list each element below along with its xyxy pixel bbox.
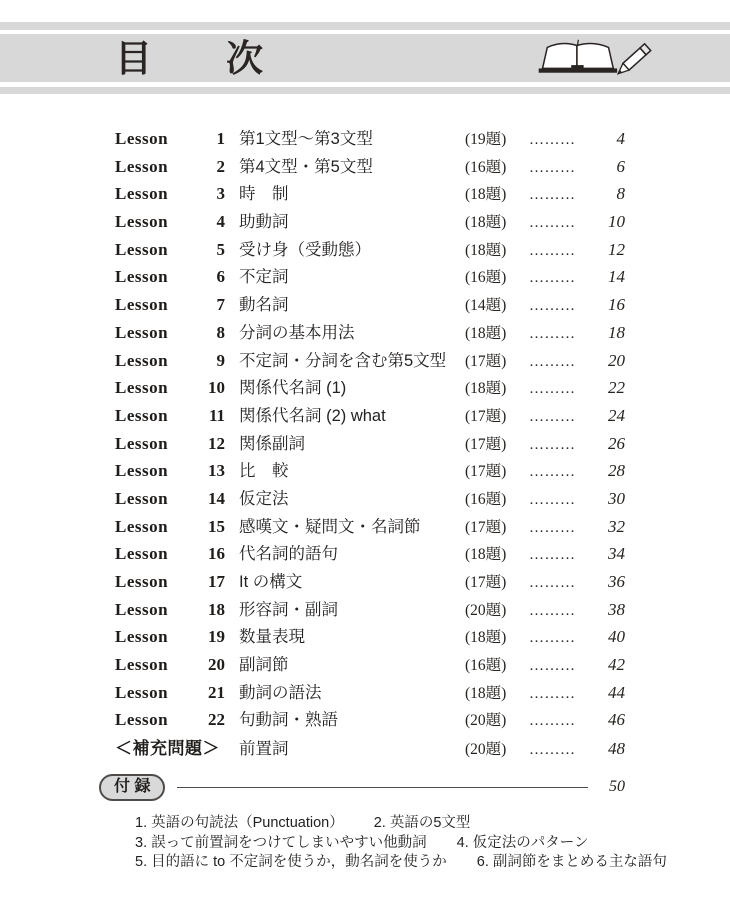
page-number: 16 xyxy=(608,295,625,315)
question-count: (20題) xyxy=(465,741,507,759)
dot-leader: ……… xyxy=(529,742,576,759)
toc-row xyxy=(115,651,625,679)
toc-row xyxy=(115,374,625,402)
lesson-label-group xyxy=(115,655,225,675)
page-number: 4 xyxy=(616,129,625,148)
toc-row xyxy=(115,513,625,541)
lesson-title: 受け身（受動態） xyxy=(239,240,371,259)
lesson-number: 8 xyxy=(216,322,225,342)
lesson-label: Lesson xyxy=(115,239,169,259)
question-count: (17題) xyxy=(465,352,507,370)
toc-row xyxy=(115,125,625,153)
toc-row xyxy=(115,263,625,291)
toc-row xyxy=(115,568,625,596)
dot-leader: ……… xyxy=(529,159,576,176)
lesson-label: Lesson xyxy=(115,627,169,647)
lesson-label: Lesson xyxy=(115,405,169,425)
lesson-number: 10 xyxy=(208,378,225,398)
question-count: (17題) xyxy=(465,435,507,453)
lesson-title: 不定詞・分詞を含む第5文型 xyxy=(239,351,447,370)
toc-row xyxy=(115,706,625,734)
toc-row xyxy=(115,319,625,347)
question-count: (17題) xyxy=(465,518,507,536)
lesson-title: 動名詞 xyxy=(239,296,289,315)
lesson-title: 関係代名詞 (2) what xyxy=(239,406,386,425)
dot-leader: ……… xyxy=(529,575,576,591)
lesson-label-group xyxy=(115,129,225,149)
lesson-label: Lesson xyxy=(115,267,169,287)
lesson-label-group xyxy=(115,572,225,592)
lesson-label-group xyxy=(115,157,225,177)
lesson-number: 18 xyxy=(208,599,225,619)
question-count: (16題) xyxy=(465,158,507,176)
dot-leader: ……… xyxy=(529,491,576,508)
lesson-number: 21 xyxy=(208,682,225,702)
toc-row xyxy=(115,347,625,375)
dot-leader: ……… xyxy=(529,685,576,702)
question-count: (18題) xyxy=(465,684,507,702)
dot-leader: ……… xyxy=(529,353,576,370)
dot-leader: ……… xyxy=(529,408,576,425)
appendix-item: 6. 副詞節をまとめる主な語句 xyxy=(476,854,667,870)
lesson-title: 形容詞・副詞 xyxy=(239,600,338,619)
lesson-title: 副詞節 xyxy=(239,656,289,675)
lesson-label: Lesson xyxy=(115,682,169,702)
lesson-label: Lesson xyxy=(115,184,169,204)
lesson-label-group xyxy=(115,461,225,481)
lesson-number: 16 xyxy=(208,544,225,564)
appendix-line xyxy=(135,811,730,831)
toc-row xyxy=(115,291,625,319)
lesson-title: 第1文型〜第3文型 xyxy=(239,130,373,148)
toc-row xyxy=(115,153,625,181)
lesson-title: 代名詞的語句 xyxy=(239,545,338,564)
dot-leader: ……… xyxy=(529,298,576,315)
lesson-label: Lesson xyxy=(115,350,169,370)
question-count: (20題) xyxy=(465,601,507,619)
appendix-item: 1. 英語の句読法（Punctuation） xyxy=(135,815,344,831)
lesson-label: Lesson xyxy=(115,544,169,564)
appendix-item: 5. 目的語に to 不定詞を使うか，動名詞を使うか xyxy=(135,854,447,870)
dot-leader: ……… xyxy=(529,464,576,481)
page-number: 42 xyxy=(608,655,625,675)
toc-row xyxy=(115,457,625,485)
dot-leader: ……… xyxy=(529,547,576,564)
lesson-label: Lesson xyxy=(115,488,169,508)
question-count: (16題) xyxy=(465,490,507,508)
lesson-title: 感嘆文・疑問文・名詞節 xyxy=(239,517,421,536)
dot-leader: ……… xyxy=(529,187,576,204)
lesson-label: Lesson xyxy=(115,322,169,342)
lesson-title: 分詞の基本用法 xyxy=(239,323,355,342)
lesson-number: 6 xyxy=(216,267,225,287)
question-count: (20題) xyxy=(465,712,507,730)
page-number: 20 xyxy=(608,350,625,370)
lesson-label-group xyxy=(115,489,225,509)
dot-leader: ……… xyxy=(529,132,576,148)
lesson-label-group xyxy=(115,267,225,287)
dot-leader: ……… xyxy=(529,270,576,287)
lesson-label-group xyxy=(115,683,225,703)
lesson-number: 1 xyxy=(216,129,225,148)
page-number: 10 xyxy=(608,212,625,232)
lesson-label: Lesson xyxy=(115,572,169,591)
lesson-number: 14 xyxy=(208,488,225,508)
page-number: 38 xyxy=(608,599,625,619)
lesson-label: Lesson xyxy=(115,599,169,619)
lesson-label: Lesson xyxy=(115,710,169,730)
question-count: (14題) xyxy=(465,297,507,315)
lesson-label-group xyxy=(115,710,225,730)
question-count: (17題) xyxy=(465,463,507,481)
lesson-label: Lesson xyxy=(115,433,169,453)
lesson-title: 仮定法 xyxy=(239,489,289,508)
page-number: 46 xyxy=(608,710,625,730)
lesson-title: 第4文型・第5文型 xyxy=(239,157,373,176)
lesson-number: 2 xyxy=(216,156,225,176)
question-count: (16題) xyxy=(465,657,507,675)
page-number: 36 xyxy=(608,572,625,591)
question-count: (18題) xyxy=(465,380,507,398)
dot-leader: ……… xyxy=(529,658,576,675)
lesson-number: 4 xyxy=(216,212,225,232)
page-number: 12 xyxy=(608,239,625,259)
lesson-label: Lesson xyxy=(115,129,169,148)
appendix-badge: 付 録 xyxy=(99,774,165,801)
page-number: 32 xyxy=(608,516,625,536)
lesson-label: Lesson xyxy=(115,378,169,398)
header-band xyxy=(0,34,730,82)
lesson-title: 関係副詞 xyxy=(239,434,305,453)
question-count: (17題) xyxy=(465,574,507,591)
toc-row xyxy=(115,430,625,458)
appendix-line xyxy=(135,831,730,851)
toc-row xyxy=(115,596,625,624)
header-top-bar xyxy=(0,22,730,30)
dot-leader: ……… xyxy=(529,602,576,619)
page-number: 26 xyxy=(608,433,625,453)
lesson-label-group xyxy=(115,734,225,759)
toc-row xyxy=(115,236,625,264)
toc-row xyxy=(115,208,625,236)
appendix-page-number: 50 xyxy=(609,778,625,796)
lesson-number: 20 xyxy=(208,655,225,675)
lesson-label-group xyxy=(115,378,225,398)
toc-row xyxy=(115,734,625,762)
lesson-number: 17 xyxy=(208,572,225,591)
toc-row xyxy=(115,180,625,208)
toc-row xyxy=(115,540,625,568)
page-number: 22 xyxy=(608,378,625,398)
question-count: (17題) xyxy=(465,407,507,425)
page-number: 44 xyxy=(608,682,625,702)
appendix-item: 3. 誤って前置詞をつけてしまいやすい他動詞 xyxy=(135,834,427,851)
dot-leader: ……… xyxy=(529,630,576,647)
question-count: (18題) xyxy=(465,324,507,342)
lesson-number: 3 xyxy=(216,184,225,204)
question-count: (16題) xyxy=(465,269,507,287)
lesson-label-group xyxy=(115,517,225,537)
dot-leader: ……… xyxy=(529,713,576,730)
dot-leader: ……… xyxy=(529,325,576,342)
lesson-label: Lesson xyxy=(115,655,169,675)
page-number: 40 xyxy=(608,627,625,647)
lesson-label-group xyxy=(115,406,225,426)
toc-list xyxy=(0,125,730,762)
lesson-label-group xyxy=(115,323,225,343)
dot-leader: ……… xyxy=(529,436,576,453)
lesson-title: 助動詞 xyxy=(239,213,289,232)
page-number: 34 xyxy=(608,544,625,564)
toc-row xyxy=(115,623,625,651)
toc-row xyxy=(115,679,625,707)
lesson-label: ＜補充問題＞ xyxy=(115,739,220,759)
lesson-label-group xyxy=(115,240,225,260)
page-number: 14 xyxy=(608,267,625,287)
lesson-label: Lesson xyxy=(115,516,169,536)
page-number: 30 xyxy=(608,488,625,508)
lesson-title: 不定詞 xyxy=(239,268,289,287)
lesson-number: 22 xyxy=(208,710,225,730)
lesson-title: 動詞の語法 xyxy=(239,683,322,702)
appendix-list xyxy=(0,811,730,870)
question-count: (18題) xyxy=(465,241,507,259)
lesson-number: 7 xyxy=(216,295,225,315)
lesson-number: 5 xyxy=(216,239,225,259)
question-count: (18題) xyxy=(465,629,507,647)
toc-row xyxy=(115,485,625,513)
question-count: (18題) xyxy=(465,186,507,204)
page-title: 目 次 xyxy=(115,37,263,79)
lesson-label-group xyxy=(115,351,225,371)
lesson-title: 句動詞・熟語 xyxy=(239,711,338,730)
appendix-item: 4. 仮定法のパターン xyxy=(456,834,589,851)
lesson-label-group xyxy=(115,600,225,620)
lesson-title: 数量表現 xyxy=(239,628,305,647)
lesson-label: Lesson xyxy=(115,461,169,481)
question-count: (19題) xyxy=(465,131,507,148)
page-number: 24 xyxy=(608,405,625,425)
lesson-number: 12 xyxy=(208,433,225,453)
page-number: 28 xyxy=(608,461,625,481)
appendix-header xyxy=(0,774,730,801)
question-count: (18題) xyxy=(465,546,507,564)
lesson-title: 前置詞 xyxy=(239,740,289,759)
dot-leader: ……… xyxy=(529,242,576,259)
lesson-label: Lesson xyxy=(115,295,169,315)
page-number: 18 xyxy=(608,322,625,342)
lesson-label-group xyxy=(115,627,225,647)
lesson-label-group xyxy=(115,544,225,564)
lesson-label-group xyxy=(115,295,225,315)
lesson-number: 9 xyxy=(216,350,225,370)
lesson-label-group xyxy=(115,434,225,454)
lesson-number: 13 xyxy=(208,461,225,481)
dot-leader: ……… xyxy=(529,519,576,536)
toc-row xyxy=(115,402,625,430)
appendix-rule xyxy=(177,787,588,788)
lesson-number: 19 xyxy=(208,627,225,647)
lesson-label-group xyxy=(115,184,225,204)
question-count: (18題) xyxy=(465,214,507,232)
lesson-title: It の構文 xyxy=(239,573,303,591)
page-number: 6 xyxy=(616,156,625,176)
lesson-label: Lesson xyxy=(115,212,169,232)
lesson-title: 比 較 xyxy=(239,462,289,481)
lesson-number: 15 xyxy=(208,516,225,536)
dot-leader: ……… xyxy=(529,381,576,398)
lesson-title: 関係代名詞 (1) xyxy=(239,379,347,398)
lesson-label: Lesson xyxy=(115,156,169,176)
lesson-number: 11 xyxy=(208,405,225,425)
dot-leader: ……… xyxy=(529,215,576,232)
lesson-title: 時 制 xyxy=(239,185,289,204)
header-bottom-bar xyxy=(0,87,730,94)
page-number: 48 xyxy=(608,739,625,759)
appendix-item: 2. 英語の5文型 xyxy=(373,815,471,831)
appendix-line xyxy=(135,850,730,870)
book-and-pencil-icon xyxy=(532,34,664,83)
lesson-label-group xyxy=(115,212,225,232)
page-number: 8 xyxy=(616,184,625,204)
